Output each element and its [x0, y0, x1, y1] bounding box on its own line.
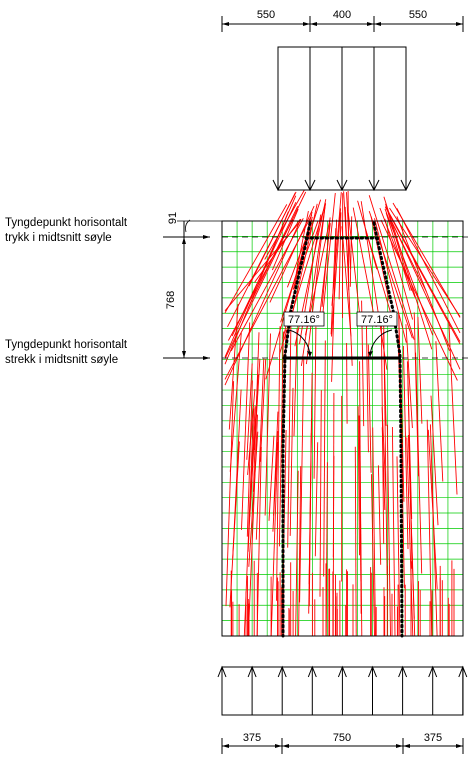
left-angle-label — [284, 312, 324, 326]
height-dim-label: 768 — [165, 290, 177, 310]
left-angle-text: 77.16° — [288, 314, 320, 326]
stress-trajectory — [253, 332, 259, 492]
stress-trajectory — [269, 436, 274, 521]
stress-trajectory — [418, 317, 422, 424]
stress-trajectory — [290, 388, 293, 536]
stress-trajectory — [315, 442, 317, 556]
tension-label-line2: strekk i midtsnitt søyle — [5, 354, 119, 366]
bottom-reaction-arrows — [218, 667, 467, 715]
top-dim-right: 550 — [408, 9, 428, 21]
tension-label-line1: Tyngdepunkt horisontalt — [5, 339, 128, 351]
top-dimension-line — [222, 9, 463, 32]
bottom-dim-right: 375 — [423, 732, 443, 744]
bottom-dim-middle: 750 — [332, 732, 352, 744]
stress-trajectory — [324, 341, 326, 577]
bottom-reaction-block — [218, 667, 467, 715]
stress-trajectory — [392, 427, 395, 636]
stress-trajectory — [355, 447, 356, 636]
stress-trajectory — [347, 343, 348, 424]
offset-dim-label: 91 — [167, 211, 179, 225]
top-dim-left: 550 — [256, 9, 276, 21]
right-angle-text: 77.16° — [361, 314, 393, 326]
stress-trajectory — [225, 219, 301, 385]
stress-trajectory — [366, 321, 368, 452]
bottom-dimension-line — [222, 732, 463, 754]
bottom-dim-left: 375 — [242, 732, 262, 744]
stress-trajectory — [449, 321, 457, 495]
stress-trajectory — [296, 471, 299, 636]
stress-trajectory — [281, 200, 321, 323]
stress-trajectory — [230, 333, 241, 472]
stress-trajectory — [226, 381, 234, 606]
stress-trajectory — [228, 220, 292, 341]
stress-trajectory — [384, 197, 432, 350]
stress-trajectory — [378, 465, 380, 564]
stress-trajectory — [320, 390, 321, 597]
stress-trajectory — [249, 193, 295, 287]
top-dim-middle: 400 — [332, 9, 352, 21]
top-load-block — [273, 47, 411, 190]
stress-trajectory — [368, 345, 371, 473]
compression-label-line2: trykk i midtsnitt søyle — [5, 232, 112, 244]
stress-trajectory — [436, 341, 443, 481]
stress-trajectory — [333, 456, 334, 557]
stress-trajectory — [390, 208, 461, 317]
right-angle-arc — [370, 330, 392, 357]
stress-trajectory — [309, 373, 312, 585]
right-angle-label — [357, 312, 397, 326]
compression-label-line1: Tyngdepunkt horisontalt — [5, 217, 128, 229]
stress-trajectory — [314, 327, 316, 479]
top-load-arrows — [273, 47, 411, 190]
stress-trajectory — [225, 215, 312, 379]
vertical-dimension — [165, 212, 222, 358]
stress-trajectory — [431, 396, 438, 526]
